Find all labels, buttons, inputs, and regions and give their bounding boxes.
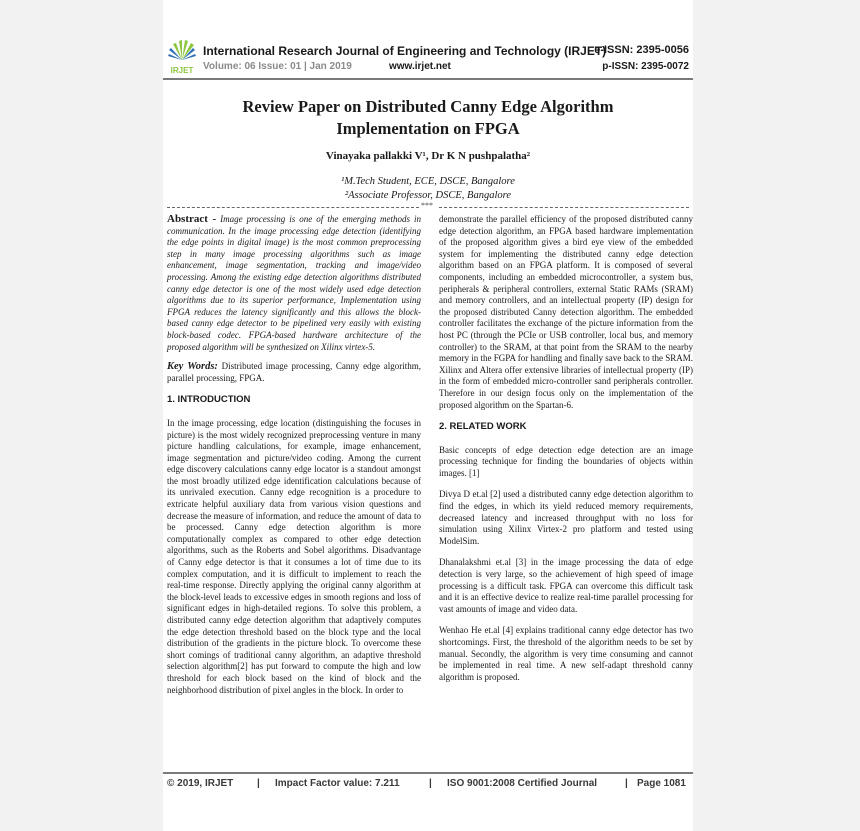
abstract (167, 214, 421, 353)
related-work-paragraph-3: Dhanalakshmi et.al [3] in the image processing the data of edge detection is very large, so the achievement of high speed of image processing is a difficult task. FPGA can overcome this difficult task and it is an effective device to realize real-time parallel processing for vast amounts of image and video data. (439, 557, 693, 614)
keywords-text: Distributed image processing, Canny edge algorithm, parallel processing, FPGA. (167, 361, 421, 383)
left-column (167, 214, 421, 706)
introduction-continued: demonstrate the parallel efficiency of the proposed distributed canny edge detection algorithm, an FPGA based hardware implementation of the proposed algorithm gives a bird eye view of the embedded system for implementing the distributed canny edge detection algorithm based on an FPGA platform. It is composed of several components, including an embedded microcontroller, a system bus, peripherals & peripheral controllers, external Static RAMs (SRAM) and memory controllers, and an intellectual property (IP) design for the proposed distributed Canny detection algorithm. The embedded controller facilitates the exchange of the picture information from the host PC (through the PCIe or USB controller, local bus, and memory controller) to the SRAM, at that point from the SRAM to the nearby memory in the FGPA for handling and finally save back to the SRAM. Xilinx and Altera offer extensive libraries of intellectual property (IP) in the form of embedded micro-controller sand peripherals controller. Therefore in our design focus only on the implementation of the proposed algorithm on the Spartan-6. (439, 214, 693, 410)
e-issn: e-ISSN: 2395-0056 (594, 44, 689, 56)
abstract-text: Image processing is one of the emerging methods in communication. In the image processing edge detection (identifying the edge points in digital image) is the most common preprocessing step in many image processing algorithms such as image enhancement, image segmentation, tracking and image/video processing. Among the existing edge detection algorithms distributed canny edge detector is one of the most widely used edge detection algorithms due to its superior performance, Implementation using FPGA reduces the latency significantly and this allows the block-based canny edge detector to be pipelined very easily with existing block-based codec. FPGA-based hardware architecture of the proposed algorithm will be synthesized on Xilinx virtex-5. (167, 214, 421, 352)
footer-divider (163, 772, 693, 774)
volume-issue: Volume: 06 Issue: 01 | Jan 2019 (203, 61, 352, 72)
keywords-label: Key Words: (167, 361, 218, 373)
footer-separator: | (429, 778, 432, 789)
related-work-paragraph-4: Wenhao He et.al [4] explains traditional canny edge detector has two shortcomings. First, the threshold of the algorithm needs to be set by manual. Secondly, the algorithm is very time consuming and cannot be implemented in real time. A new self-adapt threshold canny algorithm is proposed. (439, 625, 693, 682)
header-divider (163, 78, 693, 80)
footer-copyright: © 2019, IRJET (167, 778, 234, 789)
journal-header (163, 38, 693, 82)
logo-text: IRJET (170, 66, 194, 75)
section-heading-related-work: 2. RELATED WORK (439, 421, 527, 433)
section-heading-introduction: 1. INTRODUCTION (167, 394, 251, 406)
abstract-label: Abstract - (167, 213, 217, 225)
footer-impact-factor: Impact Factor value: 7.211 (275, 778, 400, 789)
journal-website-link[interactable]: www.irjet.net (389, 61, 451, 72)
title-line-2: Implementation on FPGA (336, 119, 520, 138)
separator-dash-right (439, 207, 689, 208)
footer-iso: ISO 9001:2008 Certified Journal (447, 778, 598, 789)
footer-separator: | (625, 778, 628, 789)
affiliation-2: ²Associate Professor, DSCE, Bangalore (345, 190, 511, 201)
affiliation-1: ¹M.Tech Student, ECE, DSCE, Bangalore (341, 176, 515, 187)
separator-stars: *** (421, 202, 433, 210)
right-column (439, 214, 693, 693)
paper-page (163, 0, 693, 831)
related-work-paragraph-2: Divya D et.al [2] used a distributed canny edge detection algorithm to find the edges, in which its yield reduced memory requirements, decreased latency and increased throughput with no loss for simulation using Xilinx Virtex-2 pro platform and tested using ModelSim. (439, 489, 693, 546)
footer-page-number: Page 1081 (637, 778, 686, 789)
journal-name: International Research Journal of Engineering and Technology (IRJET) (203, 44, 607, 58)
p-issn: p-ISSN: 2395-0072 (602, 61, 689, 72)
related-work-paragraph-1: Basic concepts of edge detection edge detection are an image processing technique for finding the boundaries of objects within images. [1] (439, 444, 693, 478)
paper-title (163, 96, 693, 140)
section-separator (167, 202, 689, 212)
footer-separator: | (257, 778, 260, 789)
separator-dash-left (167, 207, 419, 208)
irjet-logo (167, 40, 197, 76)
keywords (167, 361, 421, 384)
paper-authors: Vinayaka pallakki V¹, Dr K N pushpalatha² (325, 150, 531, 162)
title-line-1: Review Paper on Distributed Canny Edge Algorithm (242, 97, 614, 116)
introduction-paragraph: In the image processing, edge location (distinguishing the focuses in picture) is the most widely recognized preprocessing venture in many picture handling calculations, for example, image enhancement, image segmentation and picture/video coding. Among the current edge discovery calculations canny edge locator is a standout amongst the most broadly utilized edge identification calculations because of its unrivaled execution. Canny edge recognition is a procedure to extricate helpful auxiliary data from various vision questions and decrease the measure of information, and reduce the amount of data to be processed. Canny edge detection algorithm is more computationally complex as compared to other edge detection algorithms, such as the Roberts and Sobel algorithms. Disadvantage of Canny edge detector is that it consumes a lot of time due to its complex computation, and it is difficult to implement to reach the real-time response. Directly applying the original canny algorithm at the block-level leads to excessive edges in smooth regions and loss of significant edges in high-detailed regions. To solve this problem, a distributed canny edge detection algorithm that adaptively computes the edge detection threshold based on the block type and the local distribution of the gradients in the picture block. To overcome these short comings of traditional canny algorithm, an adaptive threshold selection algorithm[2] has put forward to compute the high and low threshold for each block based on the kind of block and the neighborhood distribution of pixel angles in the block. In order to (167, 417, 421, 695)
